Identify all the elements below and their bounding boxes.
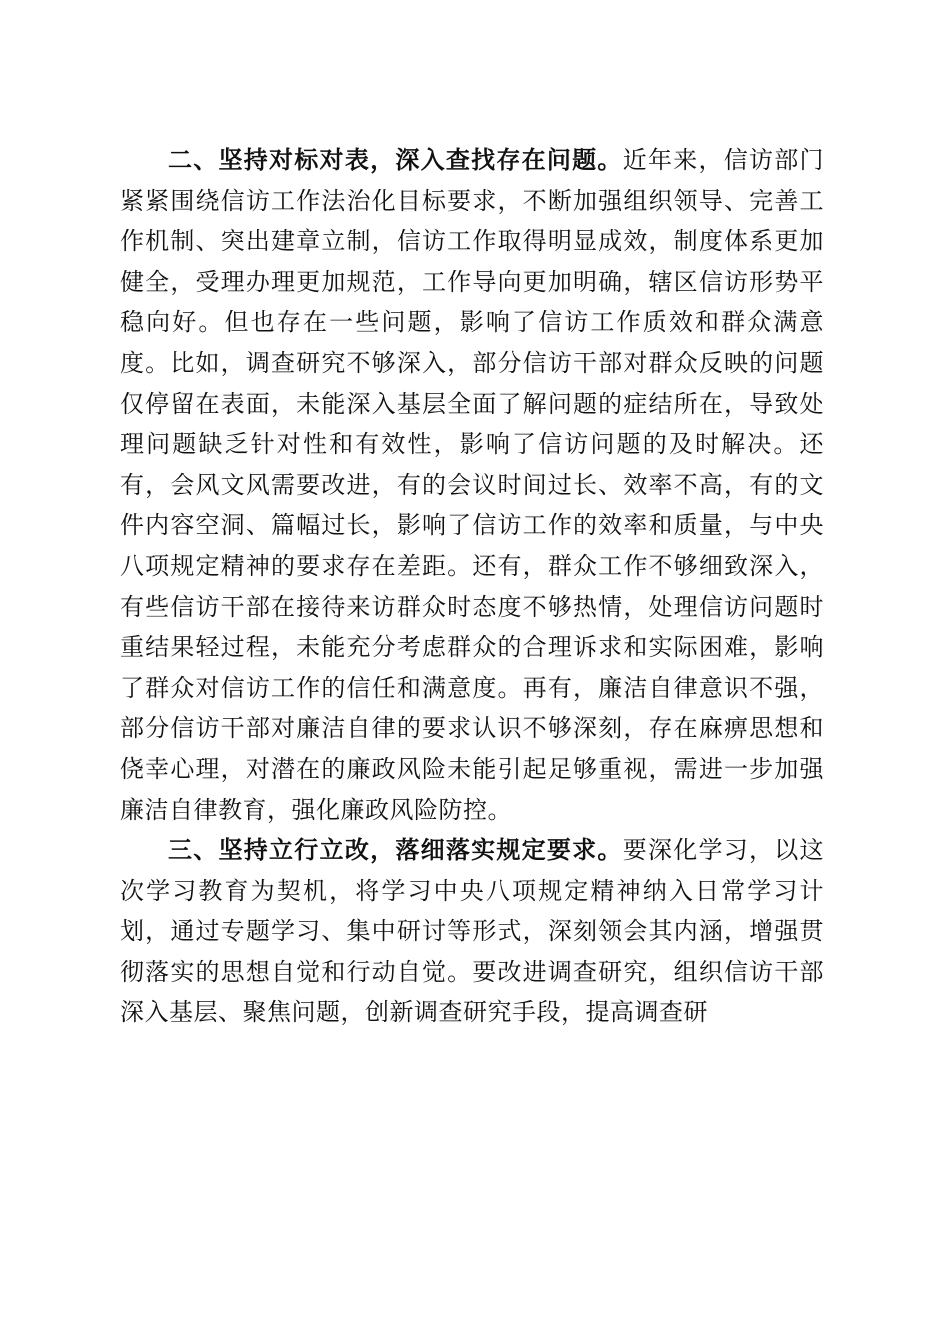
section-body-2: 近年来，信访部门紧紧围绕信访工作法治化目标要求，不断加强组织领导、完善工作机制、突出建章立制，信访工作取得明显成效，制度体系更加健全，受理办理更加规范，工作导向更加明确，辖区信访形势平稳向好。但也存在一些问题，影响了信访工作质效和群众满意度。比如，调查研究不够深入，部分信访干部对群众反映的问题仅停留在表面，未能深入基层全面了解问题的症结所在，导致处理问题缺乏针对性和有效性，影响了信访问题的及时解决。还有，会风文风需要改进，有的会议时间过长、效率不高，有的文件内容空洞、篇幅过长，影响了信访工作的效率和质量，与中央八项规定精神的要求存在差距。还有，群众工作不够细致深入，有些信访干部在接待来访群众时态度不够热情，处理信访问题时重结果轻过程，未能充分考虑群众的合理诉求和实际困难，影响了群众对信访工作的信任和满意度。再有，廉洁自律意识不强，部分信访干部对廉洁自律的要求认识不够深刻，存在麻痹思想和侥幸心理，对潜在的廉政风险未能引起足够重视，需进一步加强廉洁自律教育，强化廉政风险防控。: [120, 146, 825, 824]
section-paragraph-3: [120, 830, 824, 1033]
section-heading-2: 二、坚持对标对表，深入查找存在问题。: [168, 146, 623, 174]
section-paragraph-2: [120, 140, 824, 830]
document-page: [120, 140, 824, 1033]
section-body-3: 要深化学习，以这次学习教育为契机，将学习中央八项规定精神纳入日常学习计划，通过专题学习、集中研讨等形式，深刻领会其内涵，增强贯彻落实的思想自觉和行动自觉。要改进调查研究，组织信访干部深入基层、聚焦问题，创新调查研究手段，提高调查研: [120, 836, 825, 1027]
section-heading-3: 三、坚持立行立改，落细落实规定要求。: [168, 836, 623, 865]
